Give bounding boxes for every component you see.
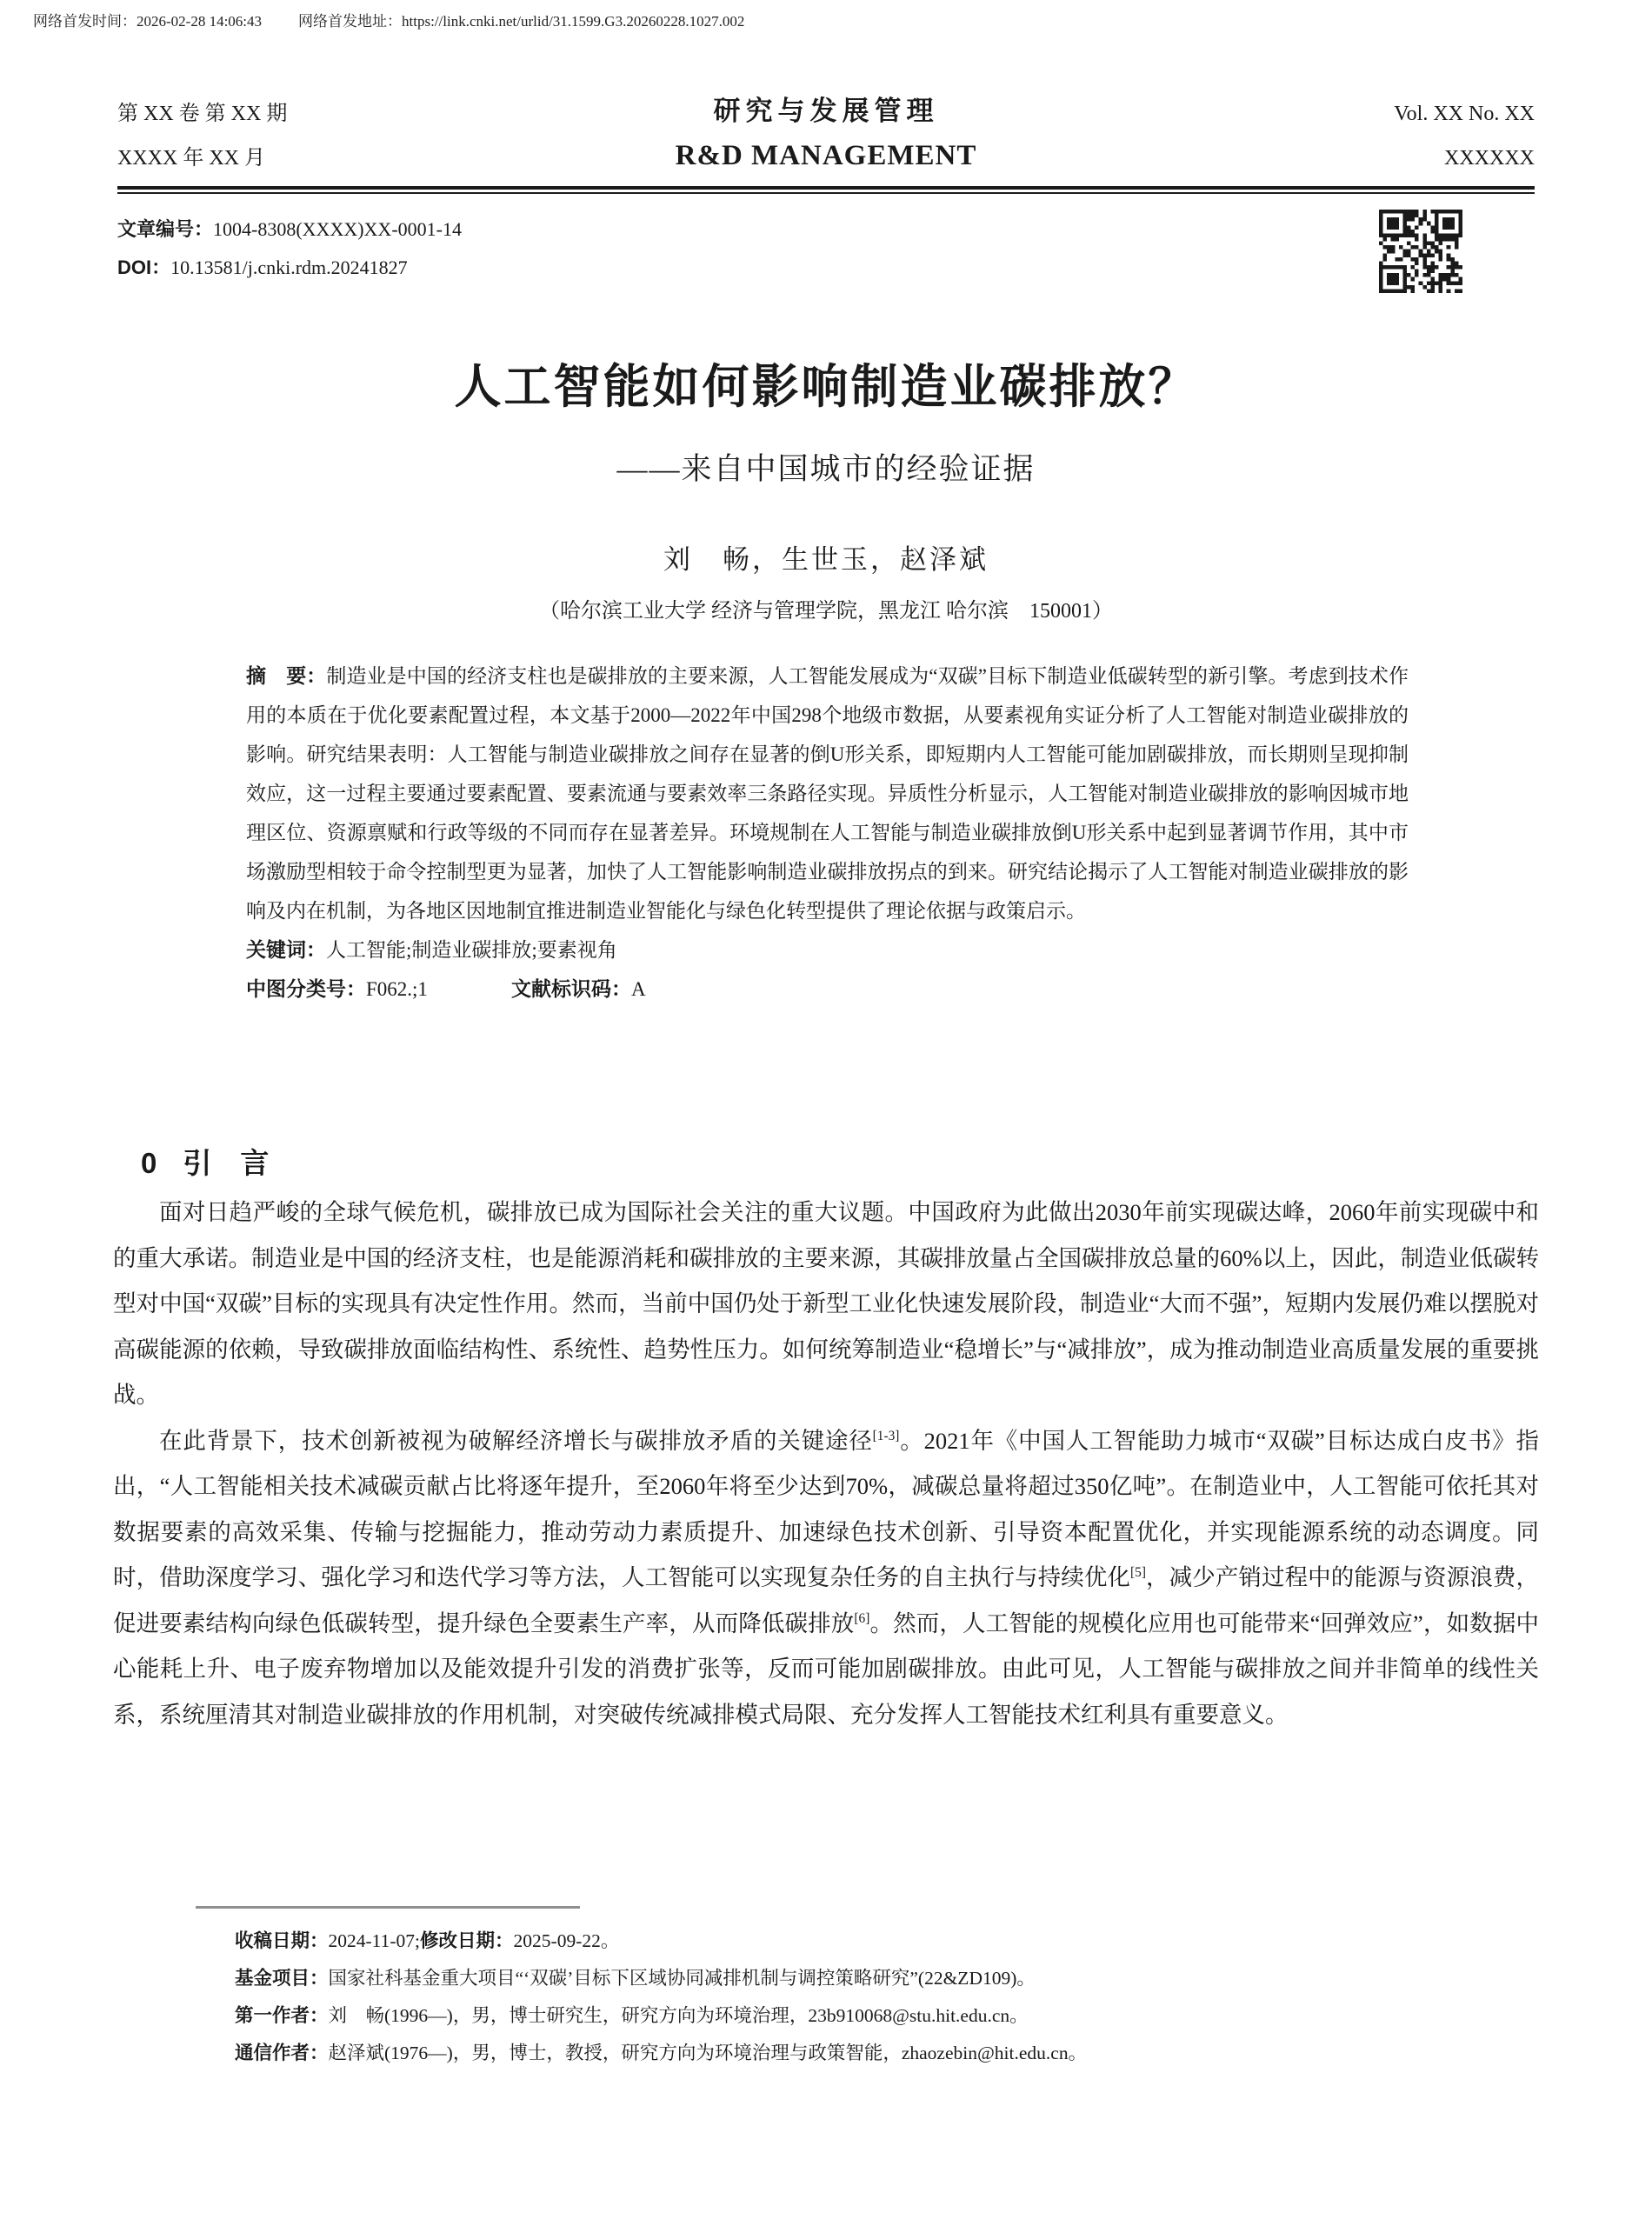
revised-date-label: 修改日期： <box>420 1930 514 1951</box>
classification-line <box>246 970 1409 1009</box>
journal-header-row-cn <box>117 89 1535 128</box>
keywords-line <box>246 930 1409 970</box>
doi-value: 10.13581/j.cnki.rdm.20241827 <box>170 257 408 278</box>
keywords-label: 关键词： <box>246 938 326 961</box>
date-cn: XXXX 年 XX 月 <box>117 147 265 170</box>
abstract-block <box>246 656 1409 1009</box>
qr-code-graphic <box>1379 210 1462 293</box>
p2-text-4: 。然而，人工智能的规模化应用也可能带来“回弹效应”，如数据中心能耗上升、电子废弃物增加以及能效提升引发的消费扩张等，反而可能加剧碳排放。由此可见，人工智能与碳排放之间并非简单的线性关系，系统厘清其对制造业碳排放的作用机制，对突破传统减排模式局限、充分发挥人工智能技术红利具有重要意义。 <box>113 1610 1540 1728</box>
author-names: 刘 畅，生世玉，赵泽斌 <box>663 544 989 575</box>
fund-label: 基金项目： <box>235 1968 329 1989</box>
citation-ref-5: [5] <box>1130 1565 1146 1581</box>
footnote-dates <box>235 1923 1087 1960</box>
doc-code-value: A <box>630 978 646 1000</box>
abstract-label: 摘 要： <box>246 664 327 687</box>
abstract-paragraph <box>246 656 1409 930</box>
doc-code-label: 文献标识码： <box>510 977 631 1000</box>
revised-date: 2025-09-22。 <box>513 1930 620 1951</box>
qr-code <box>1379 210 1462 293</box>
footnote-corresponding-author <box>235 2035 1087 2072</box>
received-date-label: 收稿日期： <box>235 1930 329 1951</box>
volume-issue-en: Vol. XX No. XX <box>1394 103 1535 125</box>
corr-author-text: 赵泽斌(1976—)，男，博士，教授，研究方向为环境治理与政策智能，zhaozebin@hit.edu.cn。 <box>328 2043 1088 2063</box>
footnote-lines <box>235 1923 1087 2072</box>
publish-url[interactable]: https://link.cnki.net/urlid/31.1599.G3.20260228.1027.002 <box>402 13 745 30</box>
introduction-body <box>113 1190 1539 1737</box>
journal-name-cn: 研究与发展管理 <box>713 96 939 126</box>
publish-time: 2026-02-28 14:06:43 <box>137 13 263 30</box>
p2-text-1: 在此背景下，技术创新被视为破解经济增长与碳排放矛盾的关键途径 <box>159 1427 873 1454</box>
intro-paragraph-2 <box>113 1418 1539 1738</box>
section-heading-introduction <box>141 1141 269 1182</box>
section-title: 引 言 <box>183 1147 270 1179</box>
section-number: 0 <box>141 1147 157 1179</box>
article-number-line <box>117 215 462 244</box>
header-divider <box>117 186 1535 194</box>
journal-header <box>117 89 1535 172</box>
citation-ref-1-3: [1-3] <box>872 1428 900 1443</box>
article-number-label: 文章编号： <box>117 218 214 240</box>
doi-label: DOI： <box>117 257 171 278</box>
keywords-text: 人工智能;制造业碳排放;要素视角 <box>326 939 617 961</box>
fund-text: 国家社科基金重大项目“‘双碳’目标下区域协同减排机制与调控策略研究”(22&ZD109)。 <box>328 1968 1036 1989</box>
doi-line <box>117 253 462 283</box>
publish-time-label: 网络首发时间： <box>33 13 137 30</box>
footnote-first-author <box>235 1997 1087 2035</box>
footnote-fund <box>235 1960 1087 1997</box>
header-divider-thin <box>117 192 1535 194</box>
received-date: 2024-11-07; <box>328 1930 421 1951</box>
article-info <box>117 215 462 283</box>
citation-ref-6: [6] <box>854 1610 870 1626</box>
intro-paragraph-1: 面对日趋严峻的全球气候危机，碳排放已成为国际社会关注的重大议题。中国政府为此做出2030年前实现碳达峰，2060年前实现碳中和的重大承诺。制造业是中国的经济支柱，也是能源消耗和碳排放的主要来源，其碳排放量占全国碳排放总量的60%以上，因此，制造业低碳转型对中国“双碳”目标的实现具有决定性作用。然而，当前中国仍处于新型工业化快速发展阶段，制造业“大而不强”，短期内发展仍难以摆脱对高碳能源的依赖，导致碳排放面临结构性、系统性、趋势性压力。如何统筹制造业“稳增长”与“减排放”，成为推动制造业高质量发展的重要挑战。 <box>113 1199 1539 1408</box>
p2-text-3: ，减少产销过程中的能源与资源浪费，促进要素结构向绿色低碳转型，提升绿色全要素生产率，从而降低碳排放 <box>113 1564 1540 1636</box>
author-affiliation: （哈尔滨工业大学 经济与管理学院，黑龙江 哈尔滨 150001） <box>539 600 1113 623</box>
p2-text-2: 。2021年《中国人工智能助力城市“双碳”目标达成白皮书》指出，“人工智能相关技术减碳贡献占比将逐年提升，至2060年将至少达到70%，减碳总量将超过350亿吨”。在制造业中，人工智能可依托其对数据要素的高效采集、传输与挖掘能力，推动劳动力素质提升、加速绿色技术创新、引导资本配置优化，并实现能源系统的动态调度。同时，借助深度学习、强化学习和迭代学习等方法，人工智能可以实现复杂任务的自主执行与持续优化 <box>113 1427 1540 1590</box>
clc-value: F062.;1 <box>366 978 428 1000</box>
clc-label: 中图分类号： <box>246 977 366 1000</box>
first-author-label: 第一作者： <box>235 2005 329 2026</box>
paper-subtitle: ——来自中国城市的经验证据 <box>616 452 1036 486</box>
cnki-first-publication-meta <box>33 9 744 30</box>
journal-header-row-en <box>117 140 1535 172</box>
publish-url-label: 网络首发地址： <box>298 13 403 30</box>
article-number: 1004-8308(XXXX)XX-0001-14 <box>213 218 462 240</box>
header-divider-thick <box>117 186 1535 190</box>
journal-name-en: R&D MANAGEMENT <box>675 140 977 171</box>
volume-issue-cn: 第 XX 卷 第 XX 期 <box>117 103 288 125</box>
first-author-text: 刘 畅(1996—)，男，博士研究生，研究方向为环境治理，23b910068@stu.hit.edu.cn。 <box>328 2005 1029 2026</box>
abstract-text: 制造业是中国的经济支柱也是碳排放的主要来源，人工智能发展成为“双碳”目标下制造业低碳转型的新引擎。考虑到技术作用的本质在于优化要素配置过程，本文基于2000—2022年中国298个地级市数据，从要素视角实证分析了人工智能对制造业碳排放的影响。研究结果表明：人工智能与制造业碳排放之间存在显著的倒U形关系，即短期内人工智能可能加剧碳排放，而长期则呈现抑制效应，这一过程主要通过要素配置、要素流通与要素效率三条路径实现。异质性分析显示，人工智能对制造业碳排放的影响因城市地理区位、资源禀赋和行政等级的不同而存在显著差异。环境规制在人工智能与制造业碳排放倒U形关系中起到显著调节作用，其中市场激励型相较于命令控制型更为显著，加快了人工智能影响制造业碳排放拐点的到来。研究结论揭示了人工智能对制造业碳排放的影响及内在机制，为各地区因地制宜推进制造业智能化与绿色化转型提供了理论依据与政策启示。 <box>246 665 1409 922</box>
corr-author-label: 通信作者： <box>235 2043 329 2063</box>
paper-title: 人工智能如何影响制造业碳排放？ <box>454 361 1198 413</box>
issue-en: XXXXXX <box>1444 147 1535 170</box>
footnote-divider <box>196 1906 580 1909</box>
footnotes-block <box>196 1906 1087 2072</box>
